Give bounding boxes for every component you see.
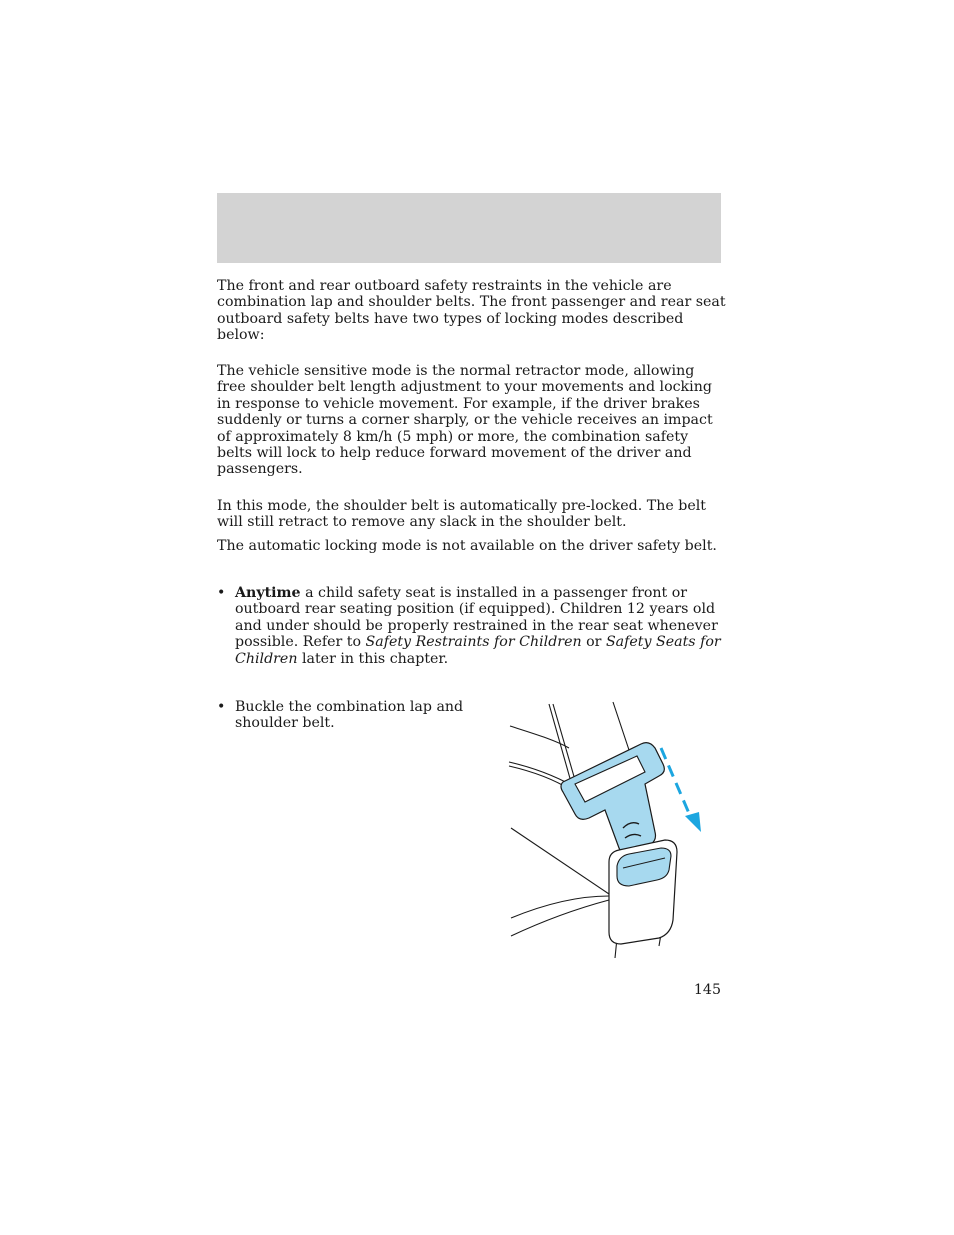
bullet-symbol: • [217, 585, 226, 601]
belt-tongue-plate [561, 743, 664, 853]
seat-line-2 [511, 896, 609, 918]
seat-line-3 [511, 900, 609, 936]
seat-line-1 [511, 828, 609, 894]
insert-direction-arrow [661, 748, 691, 818]
automatic-locking-note: The automatic locking mode is not available on the driver safety belt. [217, 538, 717, 554]
section-header-band [217, 193, 721, 263]
automatic-locking-paragraph: In this mode, the shoulder belt is automatically pre-locked. The belt will still retract to remove any slack in the shoulder belt. [217, 498, 707, 531]
anytime-text-2: or [581, 634, 606, 651]
intro-paragraph: The front and rear outboard safety restraints in the vehicle are combination lap and shoulder belts. The front passenger and rear seat outboard safety belts have two types of locking modes described below: [217, 278, 726, 344]
buckle-bullet-item: Buckle the combination lap and shoulder belt. [235, 699, 464, 732]
page-number: 145 [693, 982, 721, 998]
anytime-bold: Anytime [235, 585, 301, 601]
ref-safety-restraints-for-children: Safety Restraints for Children [365, 634, 582, 651]
anytime-text-1: a child safety seat is installed in a passenger front or outboard rear seating position (if equipped). Children 12 years old and under should be properly restrained in the rear seat whenever possible. Refer to [235, 585, 718, 651]
bullet-symbol: • [217, 699, 226, 715]
anytime-bullet-item [235, 585, 727, 667]
ref-safety-seats-for-children: Safety Seats for Children [235, 634, 721, 667]
seat-belt-buckle-icon [505, 700, 725, 962]
vehicle-sensitive-paragraph: The vehicle sensitive mode is the normal retractor mode, allowing free shoulder belt length adjustment to your movements and locking in response to vehicle movement. For example, if the driver brakes suddenly or turns a corner sharply, or the vehicle receives an impact of approximately 8 km/h (5 mph) or more, the combination safety belts will lock to help reduce forward movement of the driver and passengers. [217, 363, 713, 478]
anytime-text-3: later in this chapter. [297, 650, 449, 667]
belt-webbing-edge-left [549, 704, 571, 782]
arrow-head [685, 812, 701, 832]
belt-webbing-edge-right [613, 702, 629, 750]
